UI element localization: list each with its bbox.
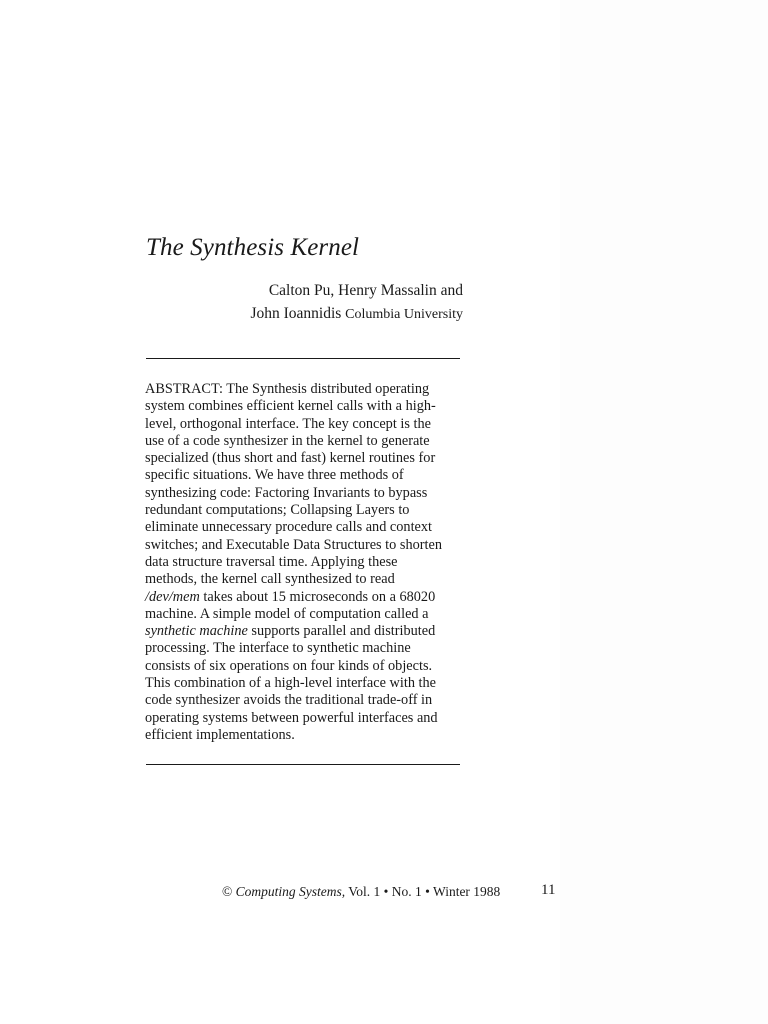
abstract-italic-term: /dev/mem — [145, 588, 200, 605]
abstract-line: system combines efficient kernel calls with a high- — [145, 398, 436, 415]
abstract-line — [145, 623, 475, 640]
scan-margin-shade — [560, 0, 768, 1024]
abstract-line: ABSTRACT: The Synthesis distributed operating — [145, 381, 430, 397]
copyright-symbol: © — [222, 884, 233, 899]
abstract-top-rule — [146, 358, 460, 359]
abstract-line: data structure traversal time. Applying these — [145, 553, 398, 570]
abstract-italic-term: synthetic machine — [145, 623, 248, 640]
abstract-bottom-rule — [146, 764, 460, 765]
journal-issue: Vol. 1 • No. 1 • Winter 1988 — [345, 884, 501, 899]
abstract-line: machine. A simple model of computation called a — [145, 605, 429, 622]
paper-title: The Synthesis Kernel — [146, 234, 360, 261]
abstract-line: efficient implementations. — [145, 726, 295, 743]
abstract-line: eliminate unnecessary procedure calls and context — [145, 519, 433, 536]
abstract-line: switches; and Executable Data Structures to shorten — [145, 536, 442, 553]
abstract-line: code synthesizer avoids the traditional trade-off in — [145, 692, 433, 709]
abstract-block — [145, 381, 475, 744]
abstract-line: redundant computations; Collapsing Layers to — [145, 502, 410, 519]
page-number: 11 — [541, 882, 556, 898]
journal-name: Computing Systems, — [235, 884, 346, 899]
abstract-line: processing. The interface to synthetic machine — [145, 640, 411, 657]
abstract-line: specific situations. We have three methods of — [145, 467, 404, 484]
author-line-2 — [200, 305, 463, 323]
abstract-line — [145, 589, 475, 606]
author-line-1 — [200, 282, 463, 300]
author-names-1: Calton Pu, Henry Massalin and — [268, 282, 463, 299]
abstract-line: specialized (thus short and fast) kernel routines for — [145, 450, 436, 467]
journal-footer — [222, 884, 500, 900]
abstract-line: operating systems between powerful interfaces and — [145, 709, 438, 726]
abstract-line: consists of six operations on four kinds of objects. — [145, 657, 433, 674]
abstract-line-text: takes about 15 microseconds on a 68020 — [199, 588, 436, 605]
author-affiliation: Columbia University — [345, 307, 463, 322]
abstract-line: synthesizing code: Factoring Invariants to bypass — [145, 484, 428, 501]
abstract-line: level, orthogonal interface. The key concept is the — [145, 415, 431, 432]
abstract-line: This combination of a high-level interface with the — [145, 675, 437, 692]
author-names-2: John Ioannidis — [250, 305, 342, 322]
abstract-line-text: supports parallel and distributed — [247, 623, 436, 640]
abstract-line: use of a code synthesizer in the kernel to generate — [145, 432, 430, 449]
abstract-line: methods, the kernel call synthesized to read — [145, 571, 395, 588]
